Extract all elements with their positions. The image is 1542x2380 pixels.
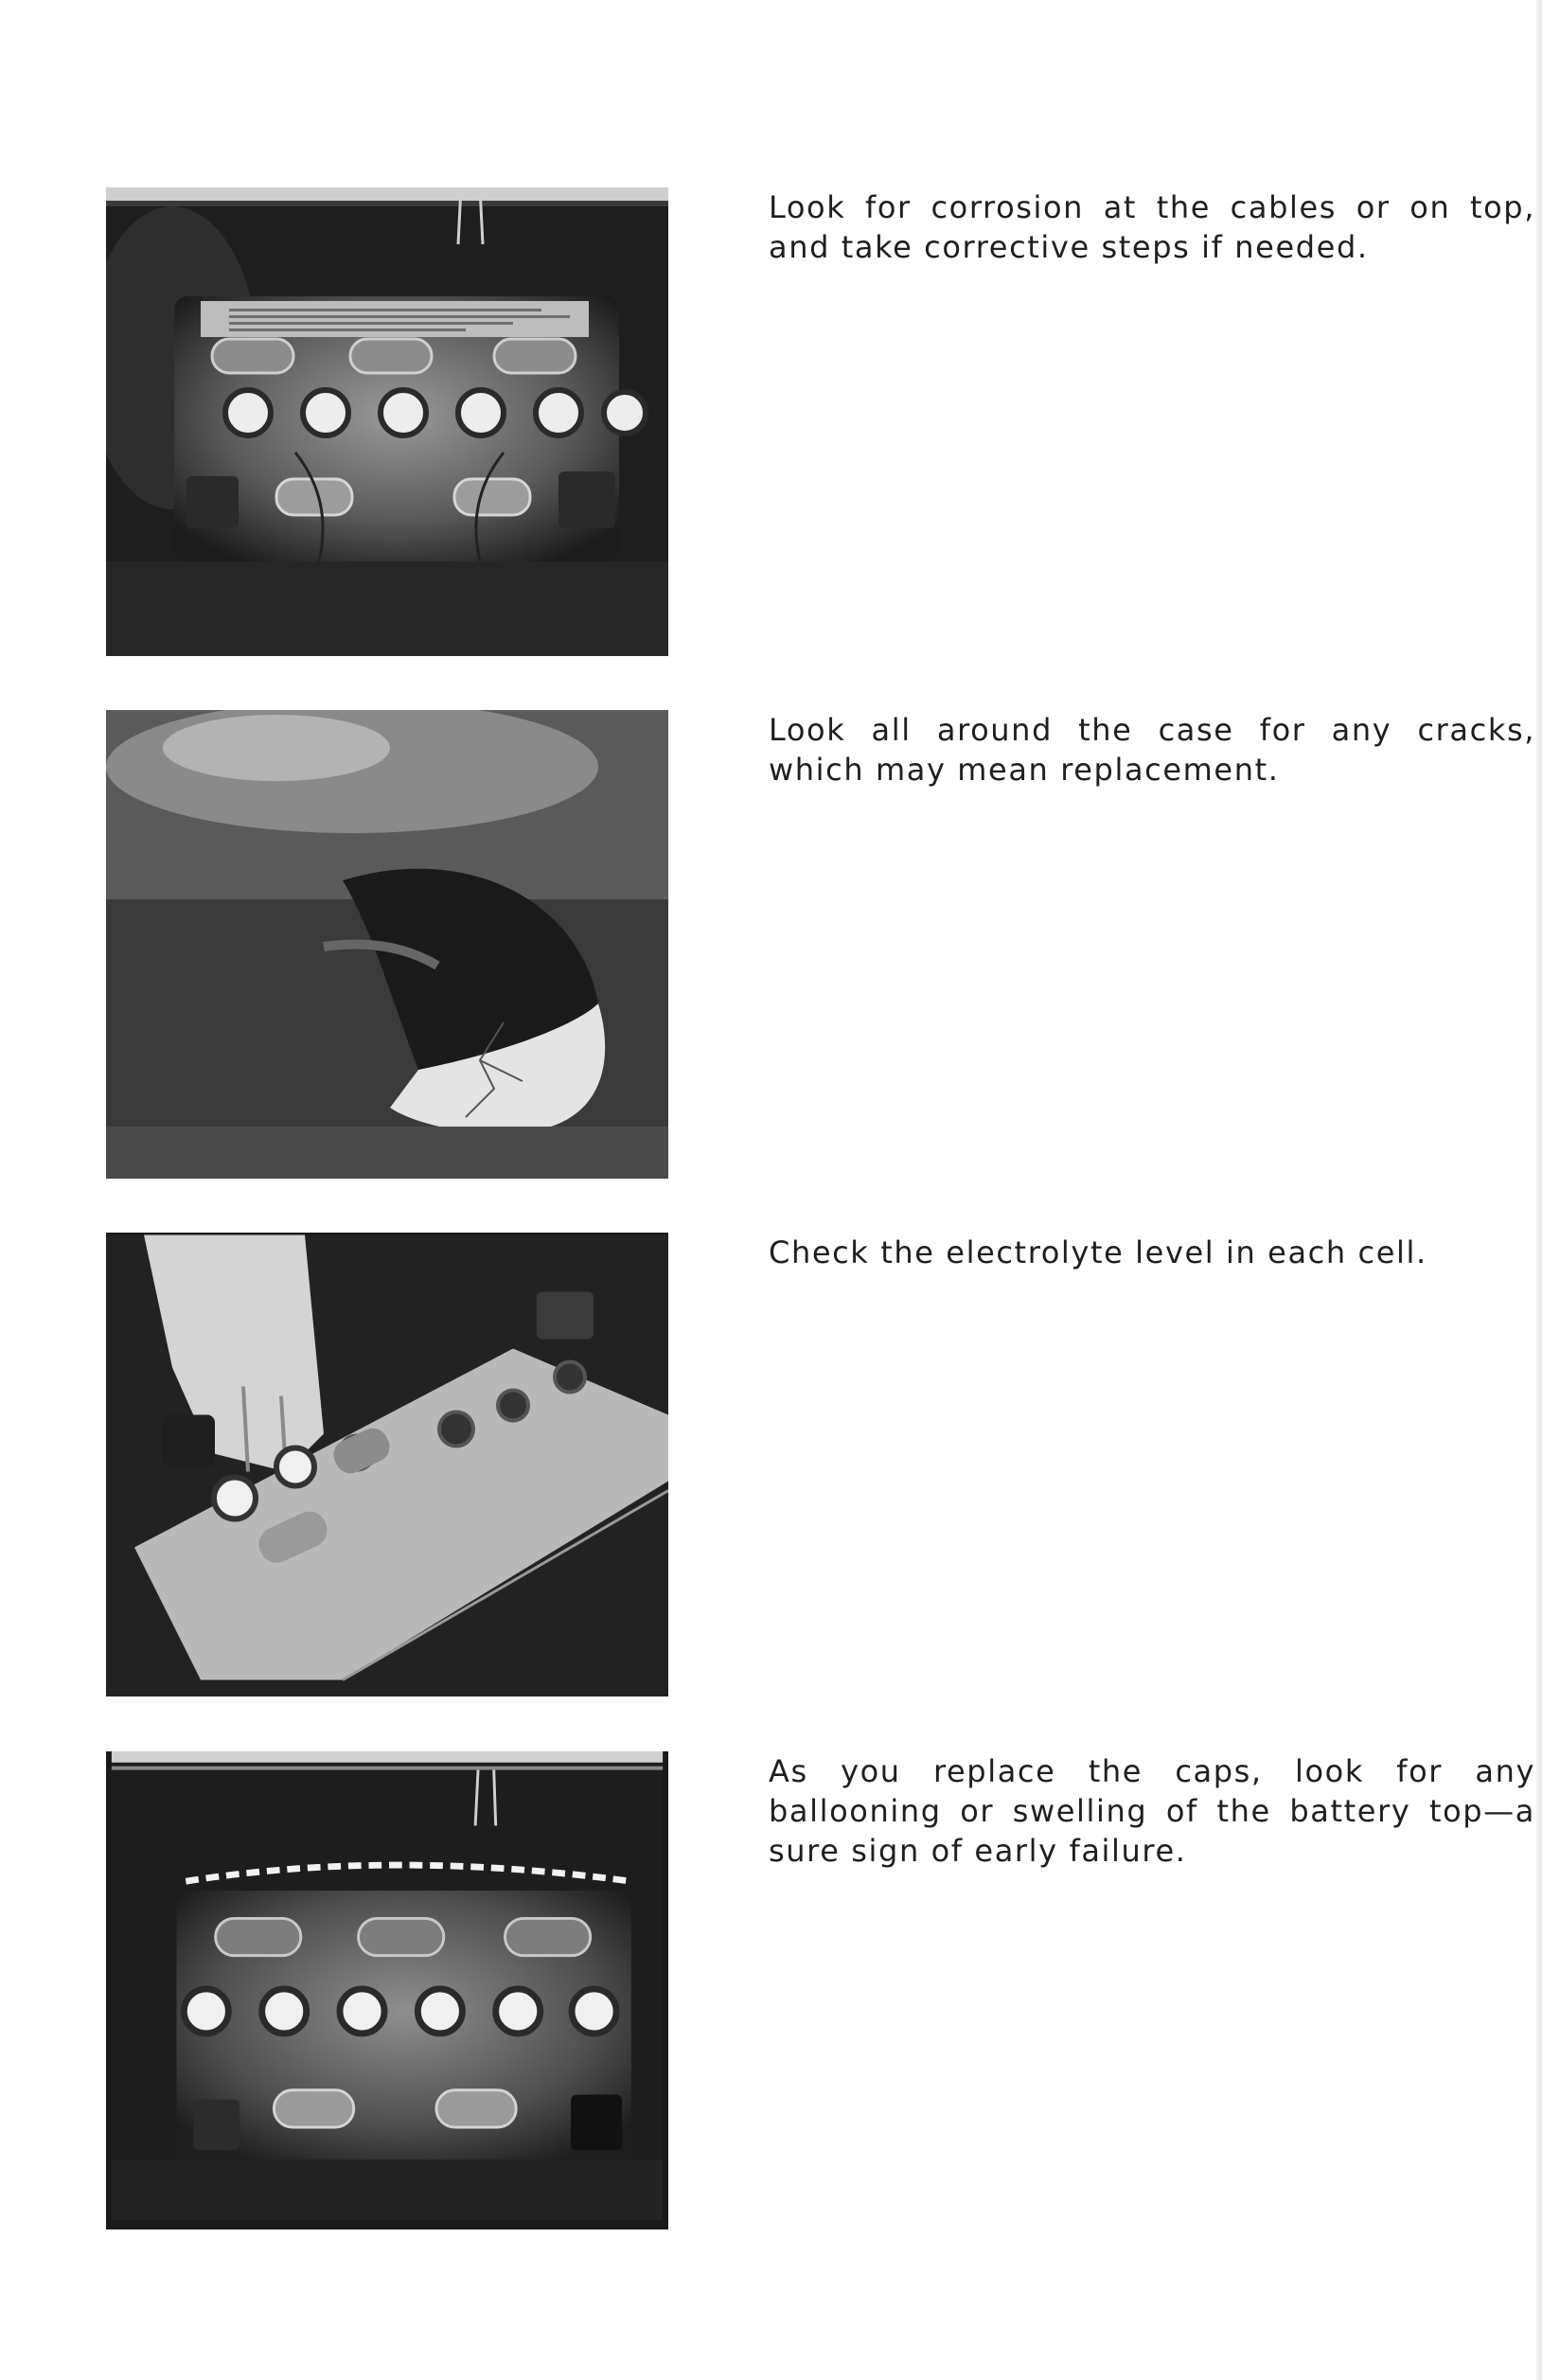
step-3 [106, 1233, 1431, 1696]
step-4-caption: As you replace the caps, look for any ballooning or swelling of the battery top—a sure sign of early failure. [769, 1753, 1535, 1869]
step-3-caption: Check the electrolyte level in each cell. [769, 1234, 1427, 1270]
step-4 [106, 1751, 1535, 2229]
step-1-caption: Look for corrosion at the cables or on top, and take corrective steps if needed. [769, 189, 1535, 265]
battery-case-crack-photo [106, 710, 668, 1179]
electrolyte-level-check-photo [106, 1233, 668, 1696]
step-1 [106, 187, 1535, 656]
step-2 [106, 710, 1535, 1179]
battery-top-corrosion-photo [106, 187, 668, 656]
step-2-caption: Look all around the case for any cracks, which may mean replacement. [769, 712, 1535, 788]
page-edge-shadow [1536, 0, 1542, 2380]
battery-top-swelling-photo [106, 1751, 668, 2229]
